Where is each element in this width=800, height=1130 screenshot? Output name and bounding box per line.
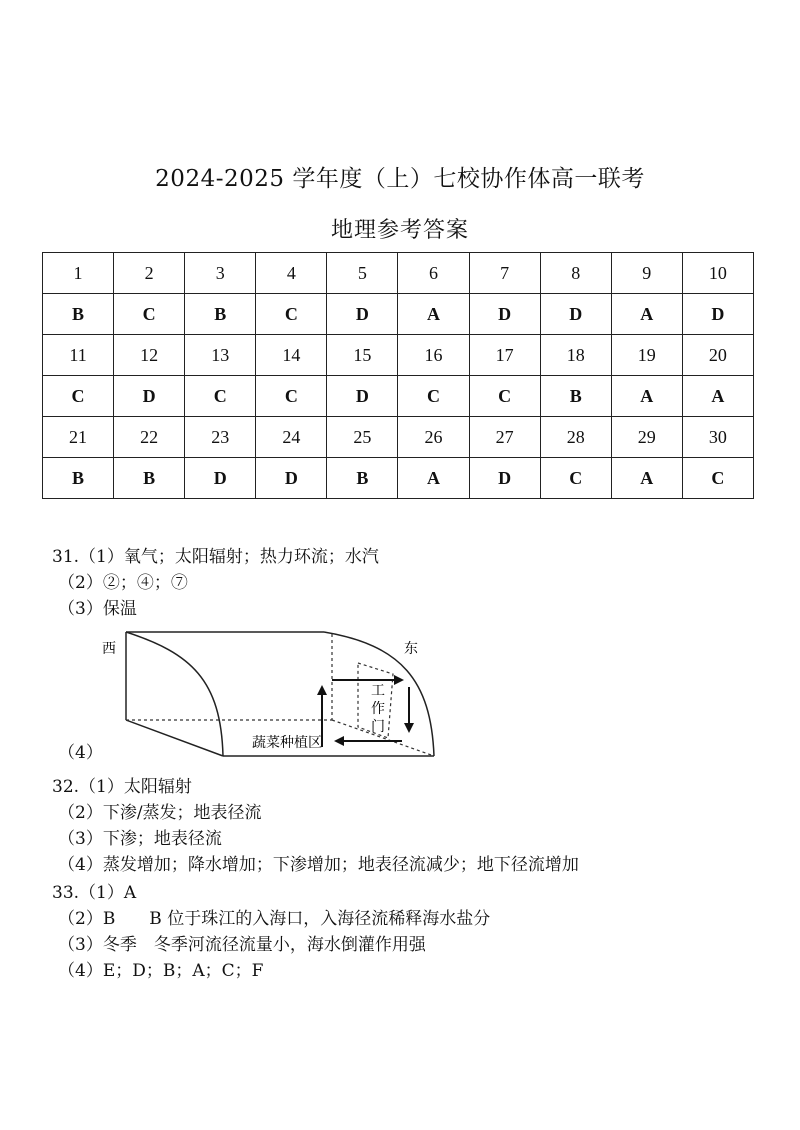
question-number-cell: 8	[540, 253, 611, 294]
question-number-row	[43, 253, 754, 294]
door-label-3: 门	[371, 719, 385, 735]
answer-cell: D	[256, 458, 327, 499]
question-number-cell: 18	[540, 335, 611, 376]
question-number-cell: 10	[682, 253, 753, 294]
answer-cell: C	[540, 458, 611, 499]
question-number-cell: 4	[256, 253, 327, 294]
question-number-cell: 9	[611, 253, 682, 294]
answer-cell: C	[43, 376, 114, 417]
answer-table	[42, 252, 754, 499]
question-number-cell: 6	[398, 253, 469, 294]
question-number-cell: 2	[114, 253, 185, 294]
question-number-cell: 14	[256, 335, 327, 376]
answer-row	[43, 458, 754, 499]
question-number-cell: 5	[327, 253, 398, 294]
answer-cell: D	[682, 294, 753, 335]
q32-part4: （4）蒸发增加；降水增加；下渗增加；地表径流减少；地下径流增加	[58, 855, 579, 875]
q32-part1: 32.（1）太阳辐射	[52, 777, 192, 797]
question-number-cell: 29	[611, 417, 682, 458]
question-number-cell: 15	[327, 335, 398, 376]
answer-cell: C	[256, 294, 327, 335]
answer-cell: B	[185, 294, 256, 335]
question-number-cell: 1	[43, 253, 114, 294]
planting-area-label: 蔬菜种植区	[252, 735, 322, 751]
question-number-cell: 21	[43, 417, 114, 458]
q31-part3: （3）保温	[58, 599, 137, 619]
question-number-cell: 25	[327, 417, 398, 458]
answer-cell: C	[469, 376, 540, 417]
q33-part4: （4）E；D；B；A；C；F	[58, 961, 264, 981]
question-number-row	[43, 417, 754, 458]
answer-cell: C	[398, 376, 469, 417]
answer-cell: B	[114, 458, 185, 499]
question-number-cell: 30	[682, 417, 753, 458]
answer-cell: D	[327, 376, 398, 417]
q31-part2: （2）②；④；⑦	[58, 573, 188, 593]
question-number-cell: 12	[114, 335, 185, 376]
door-label-2: 作	[371, 701, 385, 717]
answer-cell: A	[398, 458, 469, 499]
answer-cell: A	[611, 294, 682, 335]
answer-cell: A	[611, 376, 682, 417]
answer-cell: C	[114, 294, 185, 335]
q33-part3: （3）冬季 冬季河流径流量小，海水倒灌作用强	[58, 935, 426, 955]
answer-cell: A	[682, 376, 753, 417]
answer-cell: D	[469, 294, 540, 335]
question-number-cell: 13	[185, 335, 256, 376]
q33-part1: 33.（1）A	[52, 883, 137, 903]
page-title: 2024-2025 学年度（上）七校协作体高一联考	[155, 166, 645, 192]
q31-part1: 31.（1）氧气；太阳辐射；热力环流；水汽	[52, 547, 379, 567]
answer-cell: B	[327, 458, 398, 499]
question-number-cell: 27	[469, 417, 540, 458]
answer-cell: D	[469, 458, 540, 499]
question-number-cell: 28	[540, 417, 611, 458]
question-number-cell: 24	[256, 417, 327, 458]
answer-cell: C	[682, 458, 753, 499]
question-number-row	[43, 335, 754, 376]
answer-cell: B	[43, 294, 114, 335]
answer-row	[43, 294, 754, 335]
question-number-cell: 3	[185, 253, 256, 294]
greenhouse-diagram	[96, 625, 446, 765]
question-number-cell: 17	[469, 335, 540, 376]
question-number-cell: 20	[682, 335, 753, 376]
answer-cell: C	[185, 376, 256, 417]
answer-cell: D	[114, 376, 185, 417]
question-number-cell: 23	[185, 417, 256, 458]
q32-part2: （2）下渗/蒸发；地表径流	[58, 803, 262, 823]
page-subtitle: 地理参考答案	[330, 218, 469, 243]
answer-cell: C	[256, 376, 327, 417]
answer-cell: B	[43, 458, 114, 499]
west-label: 西	[102, 641, 116, 657]
answer-cell: A	[398, 294, 469, 335]
answer-cell: A	[611, 458, 682, 499]
question-number-cell: 16	[398, 335, 469, 376]
q33-part2: （2）B B 位于珠江的入海口，入海径流稀释海水盐分	[58, 909, 491, 929]
answer-row	[43, 376, 754, 417]
answer-cell: D	[327, 294, 398, 335]
q32-part3: （3）下渗；地表径流	[58, 829, 222, 849]
question-number-cell: 19	[611, 335, 682, 376]
answer-cell: B	[540, 376, 611, 417]
answer-cell: D	[185, 458, 256, 499]
east-label: 东	[404, 641, 418, 657]
question-number-cell: 7	[469, 253, 540, 294]
door-label-1: 工	[371, 683, 385, 699]
answer-cell: D	[540, 294, 611, 335]
question-number-cell: 22	[114, 417, 185, 458]
question-number-cell: 26	[398, 417, 469, 458]
question-number-cell: 11	[43, 335, 114, 376]
q31-part4: （4）	[58, 743, 103, 763]
